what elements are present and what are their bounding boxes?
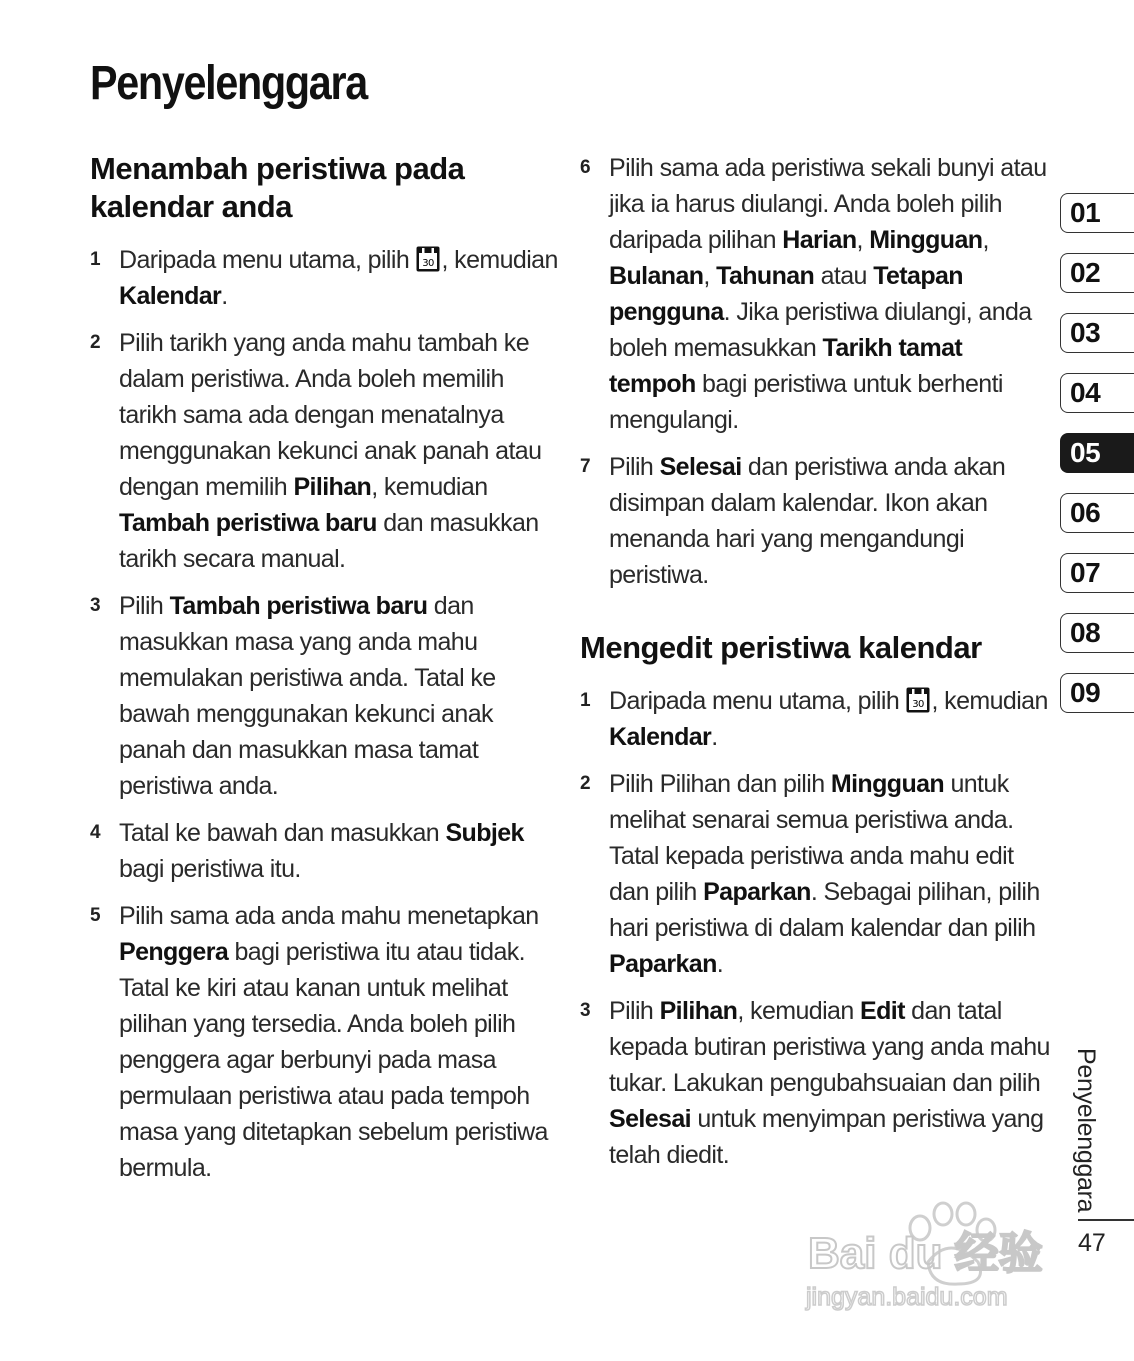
chapter-tab-05[interactable]: 05 bbox=[1060, 433, 1134, 473]
step-number: 4 bbox=[90, 822, 101, 843]
section-heading-edit-event: Mengedit peristiwa kalendar bbox=[580, 630, 982, 665]
right-column bbox=[580, 150, 1050, 1184]
step-number: 1 bbox=[580, 690, 591, 711]
chapter-tab-09[interactable]: 09 bbox=[1060, 673, 1134, 713]
svg-text:30: 30 bbox=[422, 258, 435, 269]
step-number: 6 bbox=[580, 157, 591, 178]
svg-text:30: 30 bbox=[912, 699, 925, 710]
chapter-tab-08[interactable]: 08 bbox=[1060, 613, 1134, 653]
list-item: 1 Daripada menu utama, pilih 30 , kemudian Kalendar. bbox=[580, 683, 1050, 755]
list-item: 1 Daripada menu utama, pilih 30 , kemudian Kalendar. bbox=[90, 242, 560, 314]
baidu-watermark-logo bbox=[800, 1192, 1070, 1317]
list-item: 4 Tatal ke bawah dan masukkan Subjek bagi peristiwa itu. bbox=[90, 815, 560, 887]
add-event-steps-continued bbox=[580, 150, 1050, 593]
add-event-steps bbox=[90, 242, 560, 1186]
calendar-icon bbox=[906, 687, 930, 713]
step-number: 5 bbox=[90, 905, 101, 926]
calendar-icon bbox=[416, 246, 440, 272]
list-item: 3 Pilih Tambah peristiwa baru dan masukkan masa yang anda mahu memulakan peristiwa anda. Tatal ke bawah menggunakan kekunci anak panah dan masukkan masa tamat peristiwa anda. bbox=[90, 588, 560, 804]
list-item: 7 Pilih Selesai dan peristiwa anda akan disimpan dalam kalendar. Ikon akan menanda hari yang mengandungi peristiwa. bbox=[580, 449, 1050, 593]
chapter-tab-06[interactable]: 06 bbox=[1060, 493, 1134, 533]
list-item: 2 Pilih tarikh yang anda mahu tambah ke dalam peristiwa. Anda boleh memilih tarikh sama ada dengan menatalnya menggunakan kekunci anak panah atau dengan memilih Pilihan, kemudian Tambah peristiwa baru dan masukkan tarikh secara manual. bbox=[90, 325, 560, 577]
edit-event-steps bbox=[580, 683, 1050, 1173]
list-item: 6 Pilih sama ada peristiwa sekali bunyi atau jika ia harus diulangi. Anda boleh pilih daripada pilihan Harian, Mingguan, Bulanan, Tahunan atau Tetapan pengguna. Jika peristiwa diulangi, anda boleh memasukkan Tarikh tamat tempoh bagi peristiwa untuk berhenti mengulangi. bbox=[580, 150, 1050, 438]
step-number: 3 bbox=[90, 595, 101, 616]
chapter-tab-03[interactable]: 03 bbox=[1060, 313, 1134, 353]
page-number: 47 bbox=[1078, 1229, 1106, 1257]
svg-text:jingyan.baidu.com: jingyan.baidu.com bbox=[806, 1283, 1008, 1311]
section-heading-add-event: Menambah peristiwa pada kalendar anda bbox=[90, 151, 465, 224]
svg-text:Bai du 经验: Bai du 经验 bbox=[808, 1229, 1043, 1278]
list-item: 2 Pilih Pilihan dan pilih Mingguan untuk melihat senarai semua peristiwa anda. Tatal kepada peristiwa anda mahu edit dan pilih Paparkan. Sebagai pilihan, pilih hari peristiwa di dalam kalendar dan pilih Paparkan. bbox=[580, 766, 1050, 982]
step-number: 7 bbox=[580, 456, 591, 477]
left-column bbox=[90, 150, 560, 1197]
step-number: 2 bbox=[580, 773, 591, 794]
list-item: 3 Pilih Pilihan, kemudian Edit dan tatal kepada butiran peristiwa yang anda mahu tukar. Lakukan pengubahsuaian dan pilih Selesai untuk menyimpan peristiwa yang telah diedit. bbox=[580, 993, 1050, 1173]
chapter-tab-07[interactable]: 07 bbox=[1060, 553, 1134, 593]
side-section-label: Penyelenggara bbox=[1072, 1048, 1100, 1213]
step-number: 1 bbox=[90, 249, 101, 270]
chapter-tabs bbox=[1060, 193, 1134, 733]
step-number: 3 bbox=[580, 1000, 591, 1021]
chapter-tab-04[interactable]: 04 bbox=[1060, 373, 1134, 413]
chapter-tab-01[interactable]: 01 bbox=[1060, 193, 1134, 233]
step-number: 2 bbox=[90, 332, 101, 353]
page-number-rule bbox=[1078, 1219, 1134, 1221]
list-item: 5 Pilih sama ada anda mahu menetapkan Penggera bagi peristiwa itu atau tidak. Tatal ke kiri atau kanan untuk melihat pilihan yang tersedia. Anda boleh pilih penggera agar berbunyi pada masa permulaan peristiwa atau pada tempoh masa yang ditetapkan sebelum peristiwa bermula. bbox=[90, 898, 560, 1186]
chapter-tab-02[interactable]: 02 bbox=[1060, 253, 1134, 293]
page-title: Penyelenggara bbox=[90, 57, 367, 110]
